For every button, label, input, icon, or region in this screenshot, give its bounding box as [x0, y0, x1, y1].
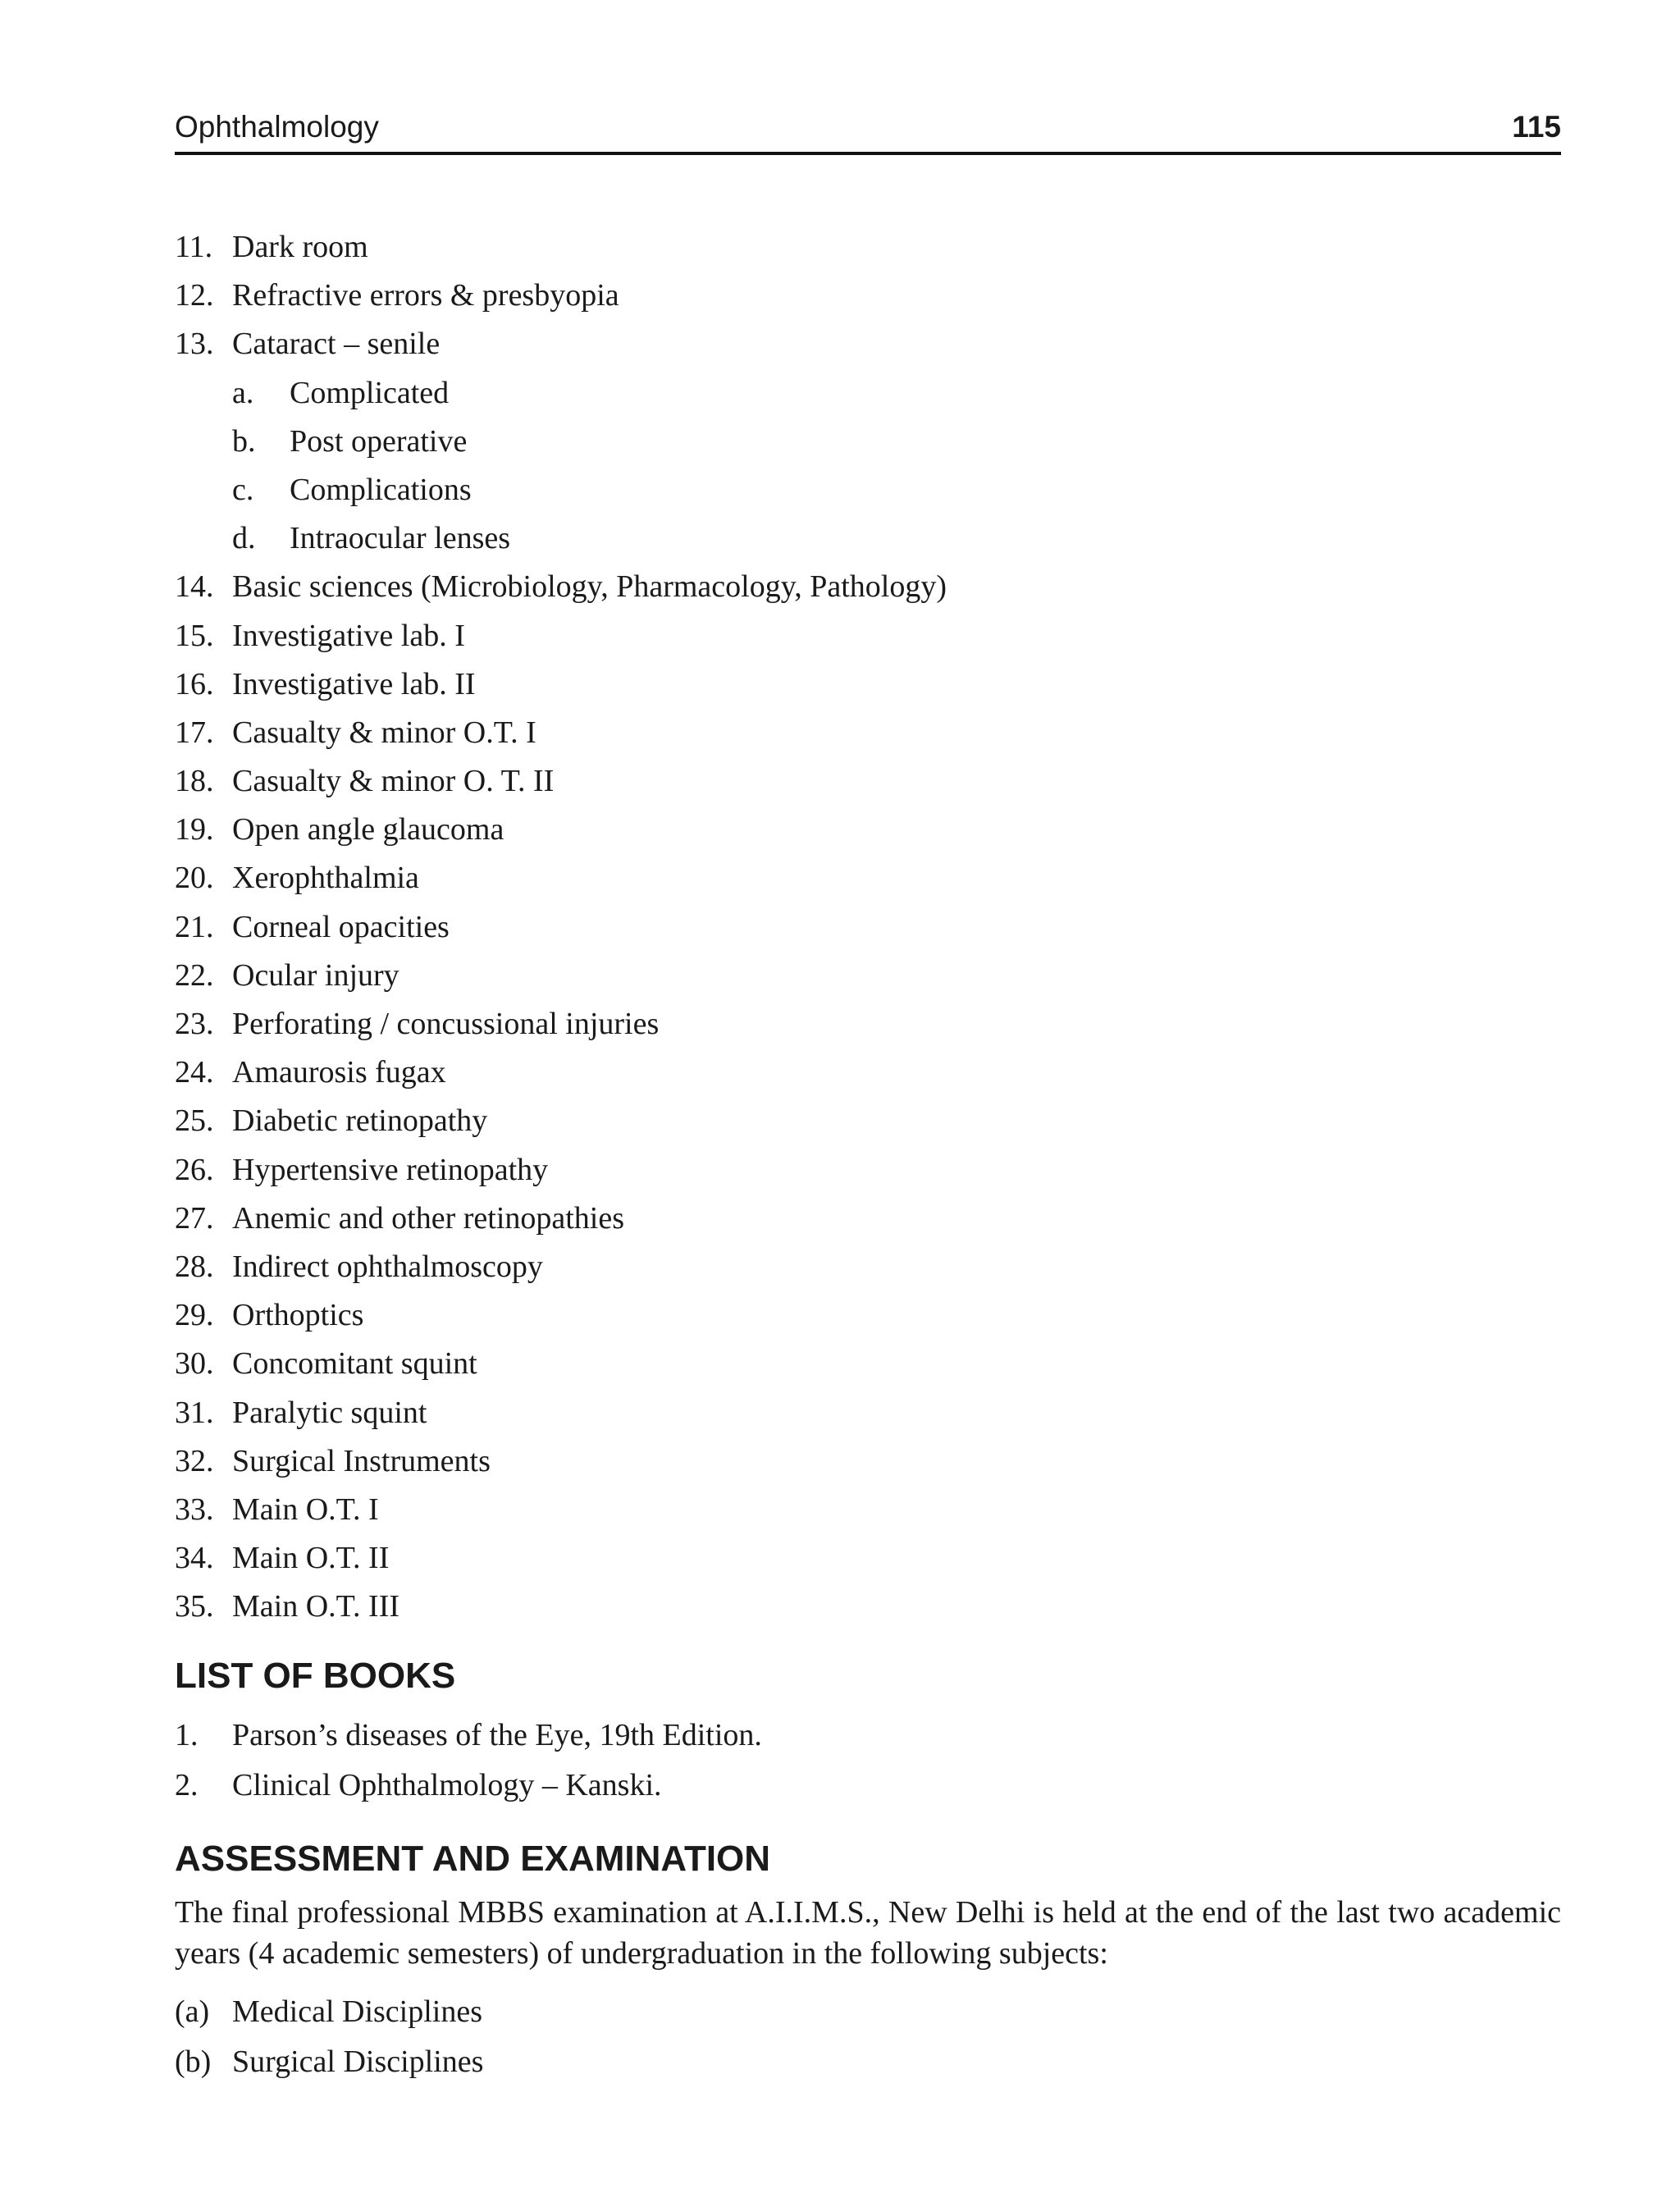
topic-item [175, 1195, 1561, 1243]
page-number: 115 [1512, 110, 1561, 144]
list-item-text: Complicated [290, 375, 450, 410]
topic-item [175, 952, 1561, 1000]
list-item-text: Concomitant squint [232, 1346, 477, 1382]
list-item-number: 35. [175, 1589, 214, 1624]
list-item-number: 2. [175, 1768, 199, 1802]
list-item-text: Clinical Ophthalmology – Kanski. [232, 1768, 662, 1802]
topic-item [175, 563, 1561, 611]
list-item-text: Main O.T. III [232, 1589, 400, 1624]
list-item-number: 15. [175, 618, 214, 653]
running-header [175, 109, 1561, 155]
list-item-number: 34. [175, 1541, 214, 1576]
list-item-text: Amaurosis fugax [232, 1055, 446, 1090]
list-item-number: 17. [175, 715, 214, 750]
list-item-number: 23. [175, 1007, 214, 1041]
list-item-number: 26. [175, 1152, 214, 1187]
list-item-number: 20. [175, 861, 214, 896]
list-item-text: Casualty & minor O. T. II [232, 764, 555, 799]
book-list [175, 1711, 762, 1811]
list-item-number: 12. [175, 278, 214, 313]
list-item-text: Surgical Disciplines [232, 2044, 484, 2079]
topic-item [175, 757, 1561, 806]
list-item-number: a. [232, 375, 254, 410]
list-item-text: Post operative [290, 423, 468, 459]
list-item-text: Hypertensive retinopathy [232, 1152, 549, 1187]
list-item-number: 1. [175, 1718, 199, 1752]
topic-item [175, 1534, 1561, 1583]
topic-list [175, 223, 1561, 1631]
book-item [175, 1711, 762, 1761]
list-item-text: Paralytic squint [232, 1395, 427, 1430]
list-item-text: Basic sciences (Microbiology, Pharmacology, Pathology) [232, 569, 947, 605]
list-item-text: Corneal opacities [232, 909, 450, 944]
topic-item [175, 806, 1561, 854]
assessment-paragraph: The final professional MBBS examination at A.I.I.M.S., New Delhi is held at the end of the last two academic years (4 academic semesters) of undergraduation in the following subjects: [175, 1895, 1561, 1971]
list-item-number: b. [232, 423, 256, 459]
topic-item [175, 1583, 1561, 1631]
list-item-text: Open angle glaucoma [232, 812, 504, 847]
topic-item [175, 660, 1561, 709]
list-item-text: Main O.T. I [232, 1492, 379, 1527]
list-item-text: Casualty & minor O.T. I [232, 715, 536, 750]
list-item-number: 25. [175, 1103, 214, 1139]
list-item-text: Refractive errors & presbyopia [232, 278, 619, 313]
list-item-text: Xerophthalmia [232, 861, 419, 896]
list-item-text: Intraocular lenses [290, 521, 511, 556]
list-item-number: 27. [175, 1200, 214, 1236]
list-item-text: Dark room [232, 230, 368, 264]
topic-item [175, 1486, 1561, 1534]
list-item-number: c. [232, 472, 254, 507]
topic-item [175, 514, 1561, 563]
topic-item [175, 1291, 1561, 1340]
list-item-number: 11. [175, 230, 213, 264]
list-item-number: (a) [175, 1994, 210, 2029]
list-item-text: Diabetic retinopathy [232, 1103, 488, 1139]
list-item-text: Medical Disciplines [232, 1994, 482, 2029]
list-item-number: 13. [175, 327, 214, 362]
list-item-text: Orthoptics [232, 1298, 364, 1333]
topic-item [175, 1389, 1561, 1437]
topic-item [175, 272, 1561, 320]
assessment-heading: ASSESSMENT AND EXAMINATION [175, 1839, 771, 1879]
topic-item [175, 1000, 1561, 1048]
list-item-number: 16. [175, 666, 214, 701]
list-item-number: 28. [175, 1249, 214, 1284]
topic-item [175, 466, 1561, 514]
list-item-text: Main O.T. II [232, 1541, 390, 1576]
topic-item [175, 1437, 1561, 1486]
list-item-number: 18. [175, 764, 214, 799]
list-item-text: Perforating / concussional injuries [232, 1007, 660, 1041]
topic-item [175, 1097, 1561, 1145]
list-item-text: Ocular injury [232, 957, 399, 993]
list-item-text: Anemic and other retinopathies [232, 1200, 625, 1236]
discipline-list [175, 1987, 483, 2087]
list-item-number: 22. [175, 957, 214, 993]
list-item-number: 29. [175, 1298, 214, 1333]
topic-item [175, 903, 1561, 952]
topic-item [175, 223, 1561, 272]
list-item-number: 19. [175, 812, 214, 847]
running-title: Ophthalmology [175, 110, 379, 144]
list-item-text: Indirect ophthalmoscopy [232, 1249, 543, 1284]
books-heading: LIST OF BOOKS [175, 1656, 456, 1696]
list-item-number: d. [232, 521, 256, 556]
discipline-item [175, 2037, 483, 2087]
list-item-number: (b) [175, 2044, 212, 2079]
topic-item [175, 854, 1561, 902]
list-item-number: 14. [175, 569, 214, 605]
list-item-number: 33. [175, 1492, 214, 1527]
book-item [175, 1761, 762, 1811]
list-item-number: 30. [175, 1346, 214, 1382]
list-item-text: Investigative lab. II [232, 666, 476, 701]
list-item-text: Cataract – senile [232, 327, 441, 362]
list-item-text: Complications [290, 472, 472, 507]
topic-item [175, 418, 1561, 466]
topic-item [175, 320, 1561, 368]
topic-item [175, 1243, 1561, 1291]
list-item-text: Parson’s diseases of the Eye, 19th Edition. [232, 1718, 762, 1752]
list-item-number: 24. [175, 1055, 214, 1090]
list-item-number: 32. [175, 1443, 214, 1478]
list-item-text: Investigative lab. I [232, 618, 465, 653]
list-item-number: 31. [175, 1395, 214, 1430]
topic-item [175, 709, 1561, 757]
list-item-text: Surgical Instruments [232, 1443, 491, 1478]
topic-item [175, 1340, 1561, 1388]
topic-item [175, 612, 1561, 660]
topic-item [175, 1048, 1561, 1097]
topic-item [175, 1146, 1561, 1195]
discipline-item [175, 1987, 483, 2037]
topic-item [175, 369, 1561, 418]
list-item-number: 21. [175, 909, 214, 944]
